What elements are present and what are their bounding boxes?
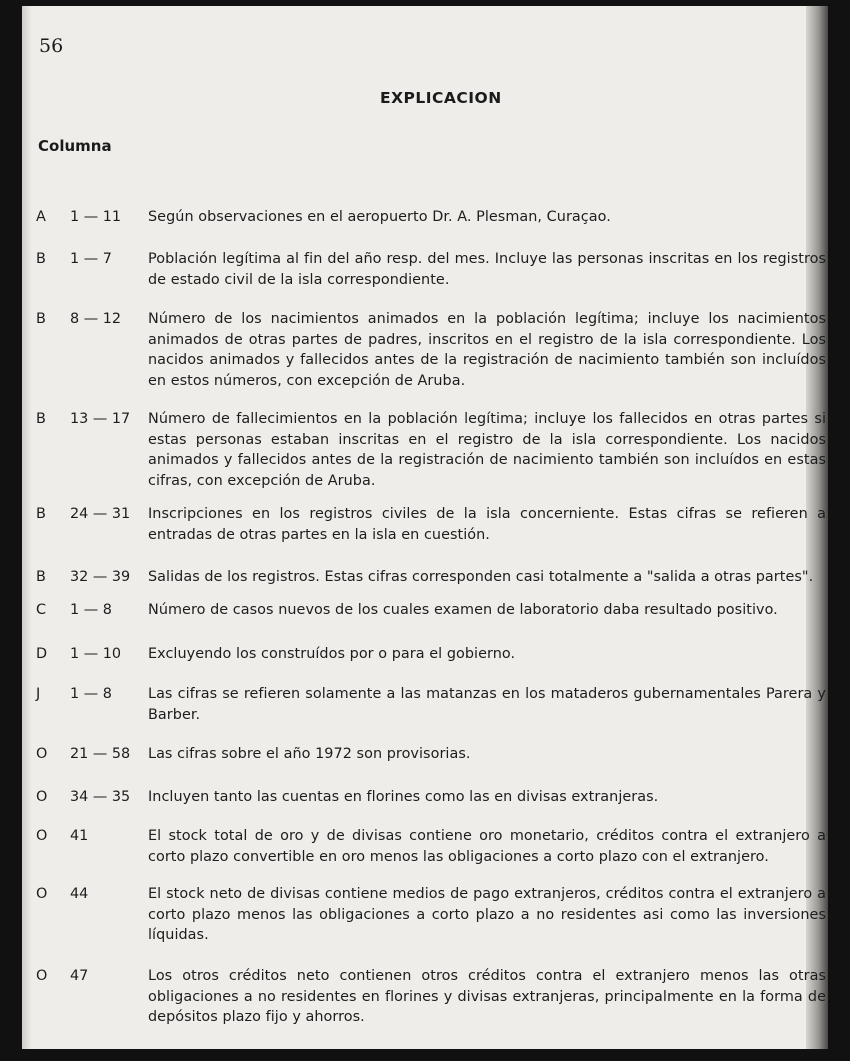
entry-code: O bbox=[36, 789, 48, 805]
entry-code: B bbox=[36, 506, 46, 522]
document-page bbox=[22, 6, 828, 1049]
entry-row bbox=[36, 567, 826, 588]
entry-range: 1 — 8 bbox=[70, 686, 112, 702]
entry-code: A bbox=[36, 209, 46, 225]
entry-range: 13 — 17 bbox=[70, 411, 131, 427]
entry-row bbox=[36, 600, 826, 621]
entry-range: 47 bbox=[70, 968, 89, 984]
entry-range: 21 — 58 bbox=[70, 746, 131, 762]
entry-text: Población legítima al fin del año resp. del mes. Incluye las personas inscritas en los registros de estado civil de la isla correspondiente. bbox=[148, 251, 826, 288]
entry-row bbox=[36, 504, 826, 545]
entry-row bbox=[36, 744, 826, 765]
entry-code: B bbox=[36, 251, 46, 267]
entry-text: Número de fallecimientos en la población legítima; incluye los fallecidos en otras partes si estas personas estaban inscritas en el registro de la isla correspondiente. Los nacidos animados y fallecidos antes de la registración de nacimiento también son incluídos en estas cifras, con excepción de Aruba. bbox=[148, 411, 826, 489]
page-edge-shadow bbox=[22, 6, 32, 1049]
entry-text: Inscripciones en los registros civiles de la isla concerniente. Estas cifras se refieren a entradas de otras partes en la isla en cuestión. bbox=[148, 506, 826, 543]
entry-text: Según observaciones en el aeropuerto Dr. A. Plesman, Curaçao. bbox=[148, 209, 611, 225]
entry-row bbox=[36, 966, 826, 1028]
entry-range: 34 — 35 bbox=[70, 789, 131, 805]
entry-row bbox=[36, 249, 826, 290]
entry-range: 1 — 7 bbox=[70, 251, 112, 267]
column-header: Columna bbox=[38, 137, 112, 155]
entry-text: Las cifras se refieren solamente a las matanzas en los mataderos gubernamentales Parera y Barber. bbox=[148, 686, 826, 723]
page-title: EXPLICACION bbox=[380, 89, 502, 107]
entry-text: Salidas de los registros. Estas cifras corresponden casi totalmente a "salida a otras partes". bbox=[148, 569, 814, 585]
entry-text: Incluyen tanto las cuentas en florines como las en divisas extranjeras. bbox=[148, 789, 659, 805]
entry-row bbox=[36, 309, 826, 391]
entry-code: B bbox=[36, 311, 46, 327]
entry-code: D bbox=[36, 646, 48, 662]
entry-text: El stock neto de divisas contiene medios de pago extranjeros, créditos contra el extranjero a corto plazo menos las obligaciones a corto plazo a no residentes asi como las inversiones líquidas. bbox=[148, 886, 826, 943]
entry-range: 24 — 31 bbox=[70, 506, 131, 522]
entry-text: Excluyendo los construídos por o para el gobierno. bbox=[148, 646, 516, 662]
entry-text: Las cifras sobre el año 1972 son provisorias. bbox=[148, 746, 471, 762]
entry-code: C bbox=[36, 602, 47, 618]
entry-range: 32 — 39 bbox=[70, 569, 131, 585]
entry-code: O bbox=[36, 968, 48, 984]
entry-code: O bbox=[36, 746, 48, 762]
entry-text: Los otros créditos neto contienen otros créditos contra el extranjero menos las otras obligaciones a no residentes en florines y divisas extranjeras, principalmente en la forma de depósitos plazo fijo y ahorros. bbox=[148, 968, 826, 1025]
entry-code: J bbox=[36, 686, 41, 702]
entry-text: El stock total de oro y de divisas contiene oro monetario, créditos contra el extranjero a corto plazo convertible en oro menos las obligaciones a corto plazo con el extranjero. bbox=[148, 828, 826, 865]
entry-row bbox=[36, 787, 826, 808]
page-number: 56 bbox=[39, 35, 64, 57]
entry-row bbox=[36, 684, 826, 725]
entry-row bbox=[36, 884, 826, 946]
entry-range: 44 bbox=[70, 886, 89, 902]
entry-row bbox=[36, 409, 826, 491]
entry-row bbox=[36, 644, 826, 665]
entry-range: 1 — 8 bbox=[70, 602, 112, 618]
entry-code: O bbox=[36, 828, 48, 844]
entry-text: Número de casos nuevos de los cuales examen de laboratorio daba resultado positivo. bbox=[148, 602, 778, 618]
entry-text: Número de los nacimientos animados en la población legítima; incluye los nacimientos animados de otras partes de padres, inscritos en el registro de la isla correspondiente. Los nacidos animados y fallecidos antes de la registración de nacimiento también son incluídos en estos números, con excepción de Aruba. bbox=[148, 311, 826, 389]
entry-row bbox=[36, 207, 826, 228]
entry-range: 8 — 12 bbox=[70, 311, 122, 327]
entry-range: 41 bbox=[70, 828, 89, 844]
entry-code: B bbox=[36, 411, 46, 427]
entry-range: 1 — 11 bbox=[70, 209, 122, 225]
entry-code: O bbox=[36, 886, 48, 902]
entry-row bbox=[36, 826, 826, 867]
entry-code: B bbox=[36, 569, 46, 585]
entry-range: 1 — 10 bbox=[70, 646, 122, 662]
